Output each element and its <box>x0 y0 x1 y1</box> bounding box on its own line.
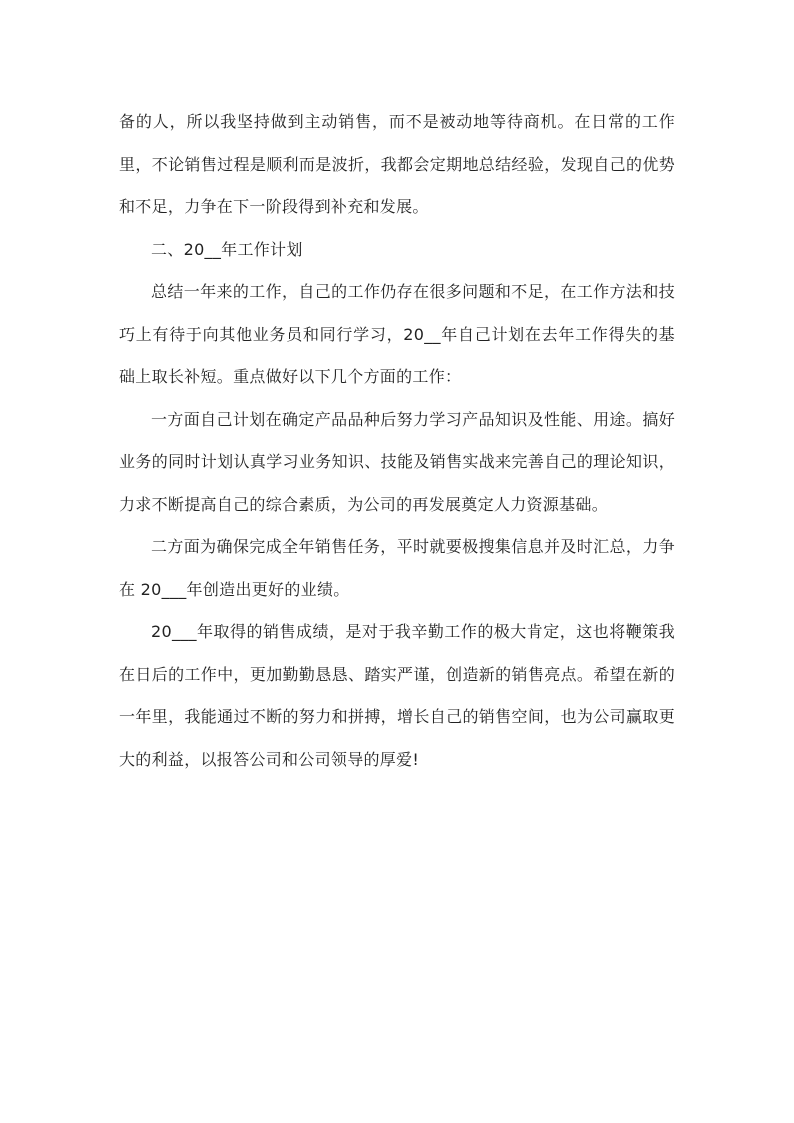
paragraph-conclusion: 20___年取得的销售成绩，是对于我辛勤工作的极大肯定，这也将鞭策我在日后的工作中，更加勤勤恳恳、踏实严谨，创造新的销售亮点。希望在新的一年里，我能通过不断的努力和拼搏，增长自己的销售空间，也为公司赢取更大的利益，以报答公司和公司领导的厚爱! <box>119 622 675 769</box>
paragraph-plan-one: 一方面自己计划在确定产品品种后努力学习产品知识及性能、用途。搞好业务的同时计划认真学习业务知识、技能及销售实战来完善自己的理论知识，力求不断提高自己的综合素质，为公司的再发展奠定人力资源基础。 <box>119 409 675 514</box>
document-body <box>119 101 675 781</box>
section-heading-work-plan: 二、20__年工作计划 <box>151 239 303 259</box>
paragraph-continuation: 备的人，所以我坚持做到主动销售，而不是被动地等待商机。在日常的工作里，不论销售过程是顺利而是波折，我都会定期地总结经验，发现自己的优势和不足，力争在下一阶段得到补充和发展。 <box>119 112 675 216</box>
paragraph-summary: 总结一年来的工作，自己的工作仍存在很多问题和不足，在工作方法和技巧上有待于向其他业务员和同行学习，20__年自己计划在去年工作得失的基础上取长补短。重点做好以下几个方面的工作： <box>119 282 675 386</box>
paragraph-plan-two: 二方面为确保完成全年销售任务，平时就要极搜集信息并及时汇总，力争在 20___年创造出更好的业绩。 <box>119 537 675 599</box>
